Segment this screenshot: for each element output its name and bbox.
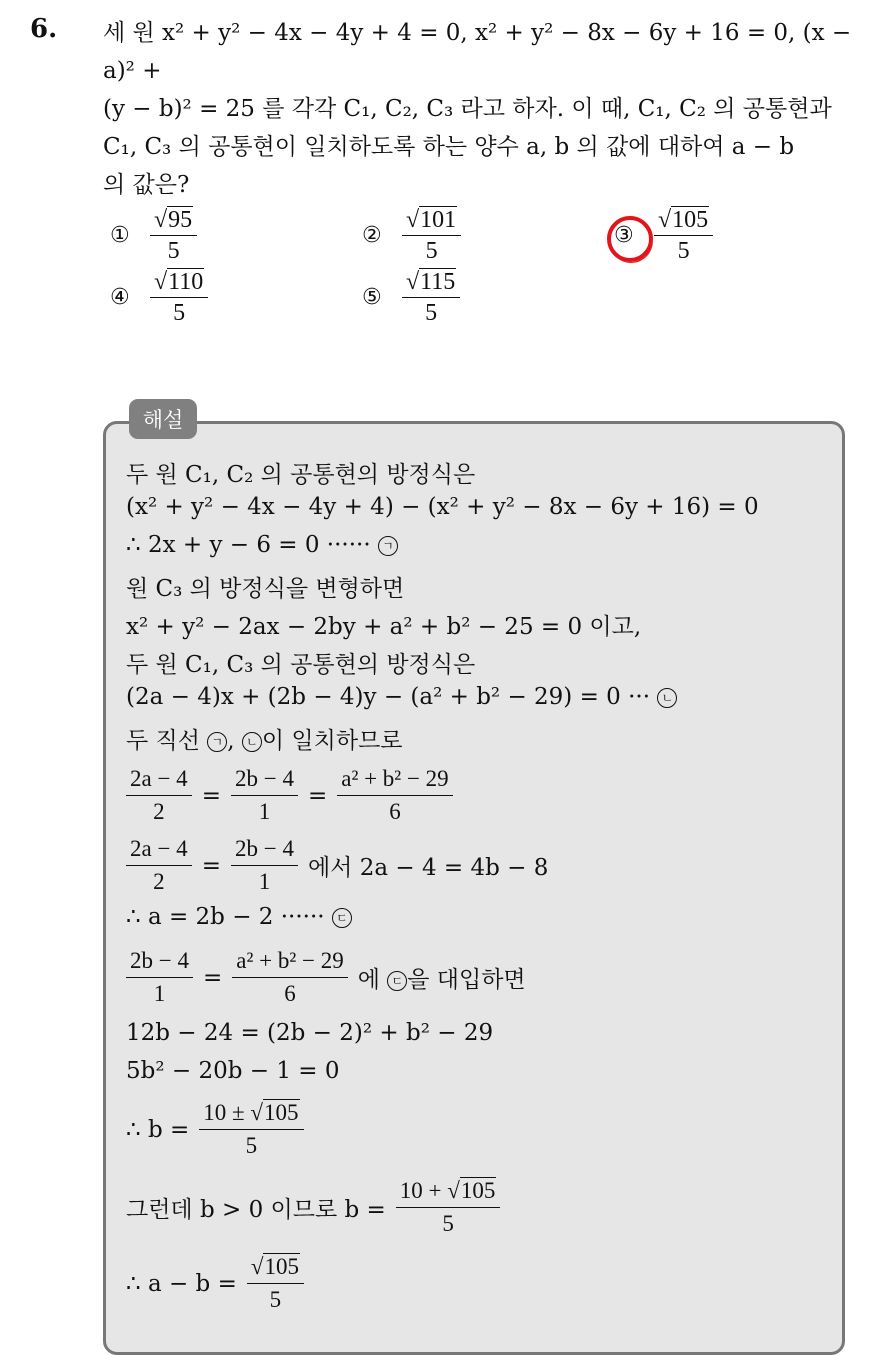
solution-line-8-c: 이 일치하므로 (261, 728, 403, 754)
solution-line-15 (126, 1098, 304, 1161)
choice-1-denominator: 5 (167, 238, 180, 264)
choice-2-label: ② (362, 223, 382, 248)
solution-fraction-row-2 (126, 834, 548, 897)
frac-1c (337, 764, 452, 827)
frac-3a (126, 946, 193, 1009)
solution-line-6: 두 원 C₁, C₃ 의 공통현의 방정식은 (126, 652, 476, 678)
question-line-3: C₁, C₃ 의 공통현이 일치하도록 하는 양수 a, b 의 값에 대하여 a − b (103, 134, 795, 160)
frac-4-den: 5 (245, 1133, 258, 1158)
choice-4-label: ④ (110, 285, 130, 310)
solution-line-8-a: 두 직선 (126, 728, 208, 754)
solution-line-14: 5b² − 20b − 1 = 0 (126, 1058, 340, 1084)
choice-5-label: ⑤ (362, 285, 382, 310)
solution-line-12-b: 을 대입하면 (407, 967, 526, 993)
choice-3-radicand: 105 (672, 207, 709, 233)
circled-label-3-ref: ㄷ (387, 971, 407, 991)
frac-2a-den: 2 (153, 869, 165, 894)
choice-2-fraction: $\frac{√101}{5}$ (402, 206, 461, 265)
frac-3b-den: 6 (284, 981, 296, 1006)
choice-1-radicand: 95 (168, 207, 193, 233)
choice-2-radicand: 101 (420, 207, 457, 233)
frac-3a-num: 2b − 4 (126, 946, 193, 978)
solution-line-12-a: 에 (357, 967, 388, 993)
solution-line-7-text: (2a − 4)x + (2b − 4)y − (a² + b² − 29) = 0 ··· (126, 684, 651, 710)
question-line-1: 세 원 x² + y² − 4x − 4y + 4 = 0, x² + y² − 8x − 6y + 16 = 0, (x − a)² + (103, 20, 852, 84)
frac-1b (231, 764, 298, 827)
frac-2b-num: 2b − 4 (231, 834, 298, 866)
question-number: 6. (30, 14, 58, 44)
solution-line-16-text: 그런데 b > 0 이므로 b = (126, 1197, 386, 1223)
solution-line-7 (126, 684, 677, 710)
question-text (103, 14, 863, 204)
frac-1c-num: a² + b² − 29 (337, 764, 452, 796)
frac-4-radicand: 105 (264, 1100, 299, 1125)
frac-4: $\frac{10 \pm √105}{5}$ (199, 1098, 303, 1161)
solution-line-11-text: ∴ a = 2b − 2 ······ (126, 904, 325, 930)
solution-line-17 (126, 1252, 304, 1315)
frac-1b-num: 2b − 4 (231, 764, 298, 796)
choice-5[interactable] (362, 268, 460, 327)
frac-1b-den: 1 (258, 799, 271, 824)
frac-4-num-a: 10 ± (203, 1100, 245, 1125)
solution-line-8-b: , (227, 728, 242, 754)
choice-5-denominator: 5 (425, 300, 438, 326)
solution-line-16 (126, 1176, 500, 1239)
solution-line-10: 에서 2a − 4 = 4b − 8 (307, 855, 549, 881)
circled-label-1-ref: ㄱ (207, 732, 227, 752)
choice-1-label: ① (110, 223, 130, 248)
choice-4-fraction: $\frac{√110}{5}$ (150, 268, 208, 327)
circled-label-3: ㄷ (332, 908, 352, 928)
equals-1: = (201, 782, 221, 809)
frac-1a-den: 2 (153, 799, 165, 824)
solution-fraction-row-1 (126, 764, 453, 827)
solution-line-1: 두 원 C₁, C₂ 의 공통현의 방정식은 (126, 462, 476, 488)
choice-3-label: ③ (614, 223, 634, 248)
question-line-2: (y − b)² = 25 를 각각 C₁, C₂, C₃ 라고 하자. 이 때, C₁, C₂ 의 공통현과 (103, 96, 832, 122)
selected-answer-mark (607, 216, 653, 262)
solution-line-3-text: ∴ 2x + y − 6 = 0 ······ (126, 532, 371, 558)
frac-5: $\frac{10 + √105}{5}$ (396, 1176, 501, 1239)
circled-label-2-ref: ㄴ (242, 732, 262, 752)
solution-line-3 (126, 532, 398, 558)
equals-4: = (202, 964, 223, 991)
frac-6-den: 5 (269, 1287, 282, 1312)
frac-1c-den: 6 (389, 799, 401, 824)
circled-label-2: ㄴ (657, 688, 677, 708)
choice-1[interactable] (110, 206, 197, 265)
frac-2b (231, 834, 298, 897)
frac-2a (126, 834, 192, 897)
frac-2b-den: 1 (258, 869, 271, 894)
frac-5-num-a: 10 + (399, 1178, 442, 1203)
frac-3a-den: 1 (153, 981, 166, 1006)
choice-4[interactable] (110, 268, 208, 327)
circled-label-1: ㄱ (378, 536, 398, 556)
question-line-4: 의 값은? (103, 172, 190, 198)
choice-3-denominator: 5 (677, 238, 690, 264)
equals-2: = (307, 782, 328, 809)
choice-4-radicand: 110 (168, 269, 204, 295)
solution-line-5: x² + y² − 2ax − 2by + a² + b² − 25 = 0 이고, (126, 614, 642, 640)
equals-3: = (201, 852, 221, 879)
frac-6: $\frac{√105}{5}$ (247, 1252, 304, 1315)
choice-1-fraction: $\frac{√95}{5}$ (150, 206, 197, 265)
frac-5-den: 5 (442, 1211, 454, 1236)
frac-1a (126, 764, 192, 827)
frac-1a-num: 2a − 4 (126, 764, 192, 796)
choice-5-radicand: 115 (420, 269, 456, 295)
solution-fraction-row-3 (126, 946, 526, 1009)
frac-2a-num: 2a − 4 (126, 834, 192, 866)
frac-6-radicand: 105 (264, 1254, 299, 1279)
frac-5-radicand: 105 (460, 1178, 496, 1203)
choice-2-denominator: 5 (425, 238, 438, 264)
solution-line-15-text: ∴ b = (126, 1116, 190, 1143)
choice-5-fraction: $\frac{√115}{5}$ (402, 268, 460, 327)
frac-3b-num: a² + b² − 29 (232, 946, 347, 978)
solution-line-2: (x² + y² − 4x − 4y + 4) − (x² + y² − 8x − 6y + 16) = 0 (126, 494, 759, 520)
solution-line-13: 12b − 24 = (2b − 2)² + b² − 29 (126, 1020, 494, 1046)
solution-line-8 (126, 722, 403, 755)
frac-3b (232, 946, 347, 1009)
solution-line-4: 원 C₃ 의 방정식을 변형하면 (126, 576, 405, 602)
solution-tab: 해설 (129, 399, 197, 439)
choice-4-denominator: 5 (173, 300, 186, 326)
choice-3-fraction: $\frac{√105}{5}$ (654, 206, 713, 265)
choice-2[interactable] (362, 206, 461, 265)
solution-line-17-text: ∴ a − b = (126, 1270, 237, 1297)
solution-line-11 (126, 904, 352, 930)
